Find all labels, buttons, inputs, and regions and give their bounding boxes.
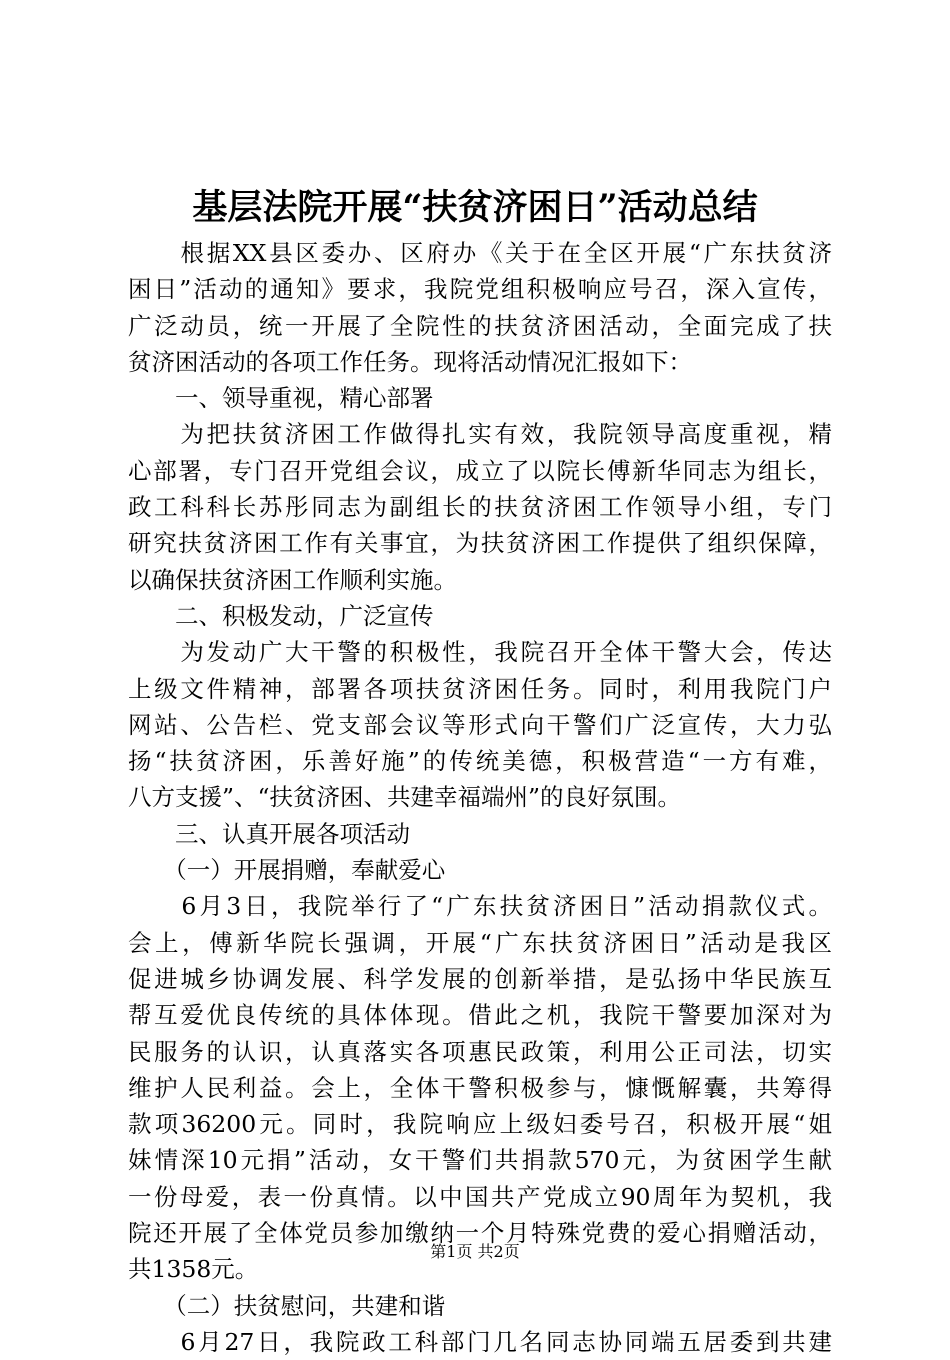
body-line: 维护人民利益。会上，全体干警积极参与，慷慨解囊，共筹得 <box>128 1073 832 1102</box>
body-line: 八方支援”、“扶贫济困、共建幸福端州”的良好氛围。 <box>128 783 682 812</box>
body-line: 为发动广大干警的积极性，我院召开全体干警大会，传达 <box>128 638 832 667</box>
body-line: 三、认真开展各项活动 <box>128 819 410 848</box>
document-body <box>128 235 832 1360</box>
body-line: 二、积极发动，广泛宣传 <box>128 601 434 630</box>
body-line: 民服务的认识，认真落实各项惠民政策，利用公正司法，切实 <box>128 1037 832 1066</box>
body-line: 共1358元。 <box>128 1255 259 1284</box>
body-line: 一份母爱，表一份真情。以中国共产党成立90周年为契机，我 <box>128 1182 832 1211</box>
body-line: 促进城乡协调发展、科学发展的创新举措，是弘扬中华民族互 <box>128 964 832 993</box>
body-line: 院还开展了全体党员参加缴纳一个月特殊党费的爱心捐赠活动， <box>128 1219 832 1248</box>
body-line: （一）开展捐赠，奉献爱心 <box>128 856 446 885</box>
body-line: 网站、公告栏、党支部会议等形式向干警们广泛宣传，大力弘 <box>128 710 832 739</box>
document-title: 基层法院开展“扶贫济困日”活动总结 <box>192 187 758 228</box>
body-line: 研究扶贫济困工作有关事宜，为扶贫济困工作提供了组织保障， <box>128 529 832 558</box>
body-line: 根据XX县区委办、区府办《关于在全区开展“广东扶贫济 <box>128 239 832 267</box>
body-line: 以确保扶贫济困工作顺利实施。 <box>128 565 457 594</box>
body-line: 政工科科长苏彤同志为副组长的扶贫济困工作领导小组，专门 <box>128 493 832 522</box>
page-footer: 第1页 共2页 <box>430 1242 520 1261</box>
body-line: 心部署，专门召开党组会议，成立了以院长傅新华同志为组长， <box>128 456 832 485</box>
body-line: 会上，傅新华院长强调，开展“广东扶贫济困日”活动是我区 <box>128 928 832 957</box>
body-line: 困日”活动的通知》要求，我院党组积极响应号召，深入宣传， <box>128 275 832 304</box>
body-line: （二）扶贫慰问，共建和谐 <box>128 1291 446 1320</box>
body-line: 款项36200元。同时，我院响应上级妇委号召，积极开展“姐 <box>128 1110 832 1139</box>
body-line: 妹情深10元捐”活动，女干警们共捐款570元，为贫困学生献 <box>128 1146 832 1175</box>
body-line: 上级文件精神，部署各项扶贫济困任务。同时，利用我院门户 <box>128 674 832 703</box>
body-line: 6月3日，我院举行了“广东扶贫济困日”活动捐款仪式。 <box>128 892 832 921</box>
body-line: 为把扶贫济困工作做得扎实有效，我院领导高度重视，精 <box>128 420 832 449</box>
body-line: 帮互爱优良传统的具体体现。借此之机，我院干警要加深对为 <box>128 1001 832 1030</box>
body-line: 6月27日，我院政工科部门几名同志协同端五居委到共建 <box>128 1327 832 1356</box>
body-line: 贫济困活动的各项工作任务。现将活动情况汇报如下： <box>128 347 692 376</box>
body-line: 广泛动员，统一开展了全院性的扶贫济困活动，全面完成了扶 <box>128 311 832 340</box>
body-line: 一、领导重视，精心部署 <box>128 384 434 413</box>
body-line: 扬“扶贫济困，乐善好施”的传统美德，积极营造“一方有难， <box>128 747 832 776</box>
